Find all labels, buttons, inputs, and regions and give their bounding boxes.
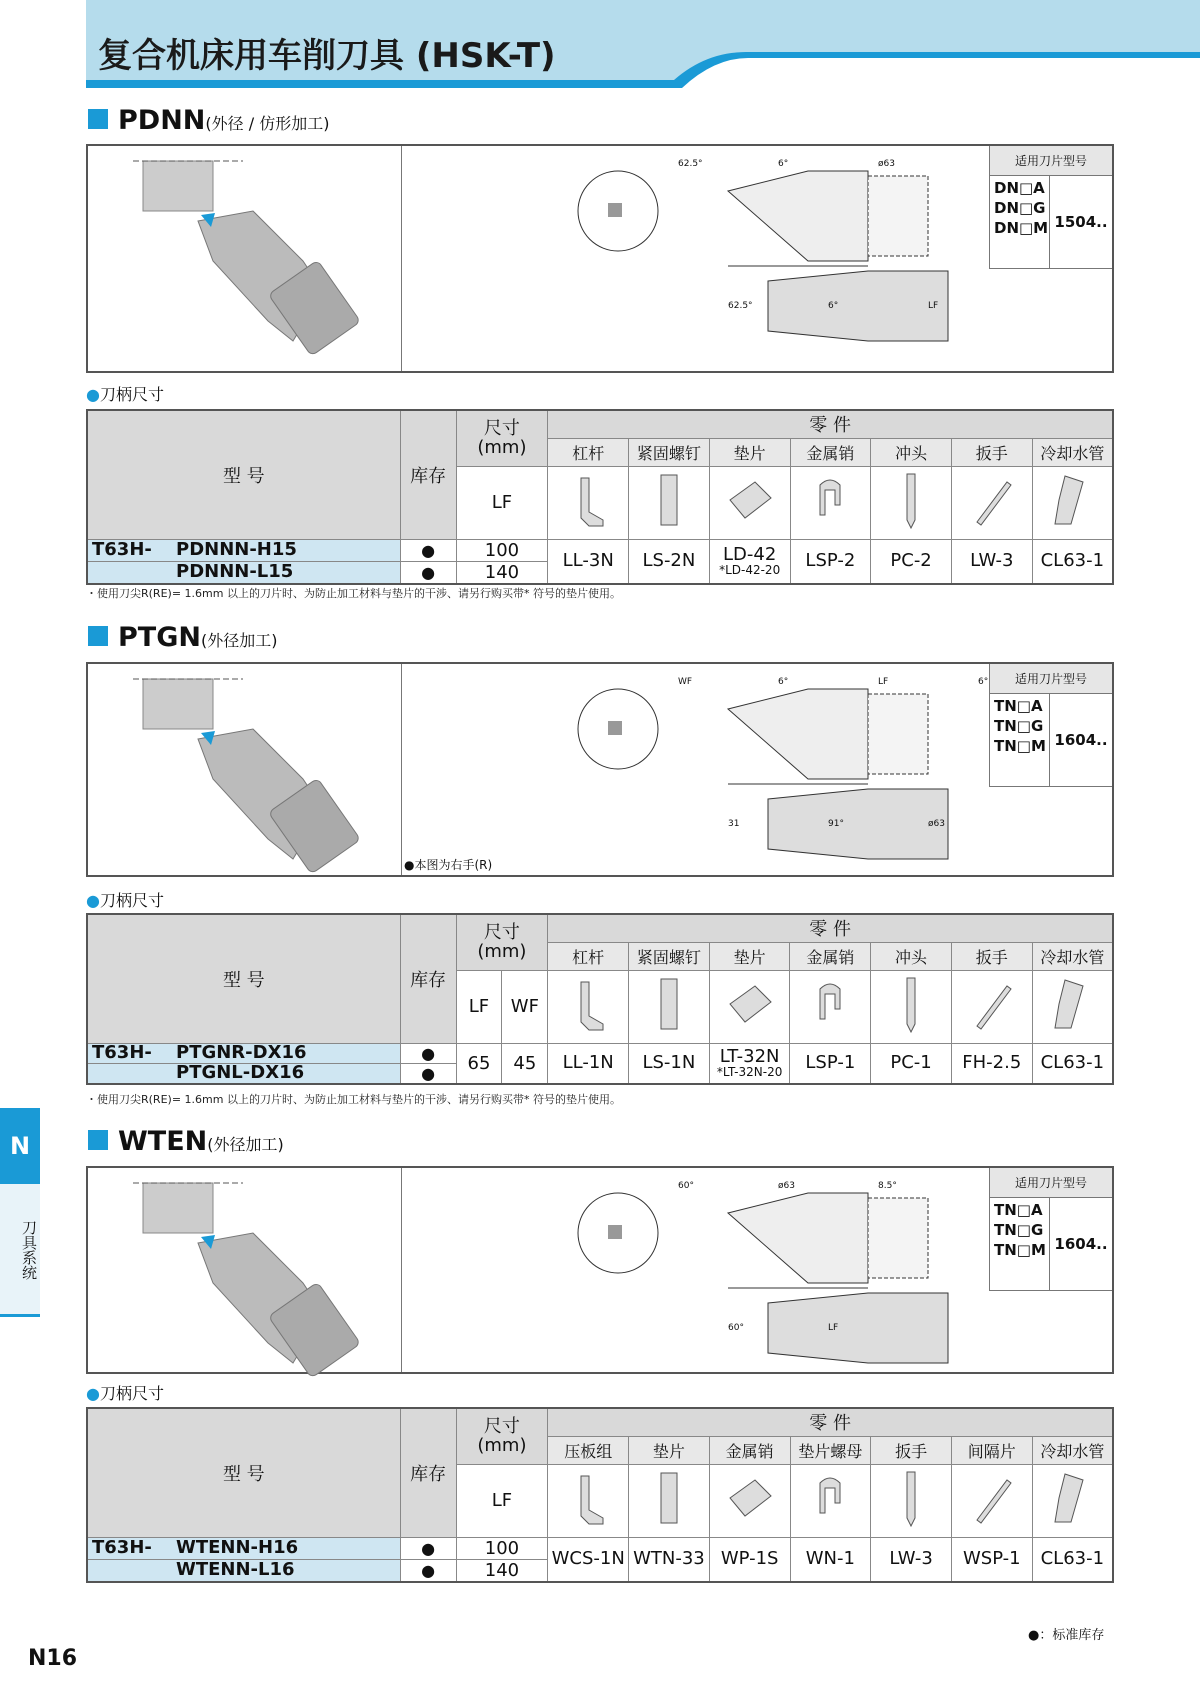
- circle-bullet-icon: ●: [86, 385, 100, 404]
- part-image: [951, 970, 1032, 1043]
- part-image: [629, 970, 710, 1043]
- part-number: [790, 539, 871, 584]
- part-number-text: WP-1S: [720, 1548, 779, 1569]
- part-name: 金属销: [709, 1436, 790, 1464]
- part-name: 金属销: [790, 438, 871, 466]
- insert-series: 1604..: [1054, 1235, 1108, 1253]
- part-image: [629, 1464, 710, 1537]
- table-row: [87, 1537, 1113, 1559]
- part-number-text: LS-1N: [642, 1052, 696, 1073]
- model-header: 型 号: [87, 410, 400, 539]
- dimension-label: 62.5°: [678, 159, 703, 169]
- drawing-labels: [568, 151, 988, 351]
- part-image: [548, 1464, 629, 1537]
- part-image: [629, 466, 710, 539]
- applicable-insert-table: [989, 146, 1112, 269]
- parts-header: 零 件: [548, 410, 1113, 438]
- stock-indicator: ●: [400, 1063, 456, 1084]
- dimension-label: 60°: [728, 1323, 744, 1333]
- size-value: 65: [456, 1043, 502, 1084]
- model-header: 型 号: [87, 1408, 400, 1537]
- section-heading: [88, 105, 329, 136]
- model-cell: [87, 1043, 400, 1063]
- part-name: 间隔片: [951, 1436, 1032, 1464]
- part-number: [871, 1537, 952, 1582]
- insert-header: 适用刀片型号: [990, 146, 1112, 176]
- model-code: WTENN-H16: [176, 1537, 299, 1558]
- part-number-text: LSP-1: [805, 1052, 856, 1073]
- drawing-labels: [568, 669, 988, 869]
- size-header: 尺寸 (mm): [456, 914, 548, 970]
- model-code: PDNNN-H15: [176, 539, 297, 560]
- dimensions-label: [86, 1381, 164, 1404]
- model-cell: [87, 561, 400, 584]
- applicable-insert-table: [989, 664, 1112, 787]
- model-prefix: T63H-: [92, 1042, 152, 1063]
- dimension-label: 8.5°: [878, 1181, 897, 1191]
- section-heading: [88, 622, 277, 653]
- part-image: [709, 1464, 790, 1537]
- model-code: PTGNL-DX16: [176, 1062, 305, 1083]
- insert-series: 1504..: [1054, 213, 1108, 231]
- model-cell: [87, 1559, 400, 1582]
- diagram-box: [86, 1166, 1114, 1374]
- part-name: 垫片: [629, 1436, 710, 1464]
- holder-dimensions-table: [86, 913, 1114, 1085]
- divider: [401, 146, 402, 371]
- applicable-insert-table: [989, 1168, 1112, 1291]
- part-number: [871, 1043, 952, 1084]
- section-subtitle: (外径加工): [200, 631, 278, 650]
- model-code: PDNNN-L15: [176, 561, 294, 582]
- insert-header: 适用刀片型号: [990, 664, 1112, 694]
- page-number: N16: [28, 1646, 78, 1671]
- divider: [401, 1168, 402, 1372]
- part-number-text: CL63-1: [1040, 1052, 1105, 1073]
- model-cell: [87, 539, 400, 561]
- part-number-text: WCS-1N: [551, 1548, 625, 1569]
- lf-value: 100: [456, 539, 548, 561]
- section-code: PDNN: [118, 105, 206, 136]
- part-number: [709, 539, 790, 584]
- part-name: 垫片: [709, 438, 790, 466]
- size-column-header: LF: [456, 1464, 548, 1537]
- size-column-header: WF: [502, 970, 548, 1043]
- tool-illustration: [93, 151, 393, 365]
- part-number-text: LT-32N: [719, 1046, 780, 1067]
- dimension-label: LF: [928, 301, 939, 311]
- alt-part-number: *LT-32N-20: [716, 1065, 783, 1079]
- part-image: [790, 970, 871, 1043]
- part-number: [1032, 539, 1113, 584]
- part-number-text: WSP-1: [962, 1548, 1021, 1569]
- part-image: [951, 1464, 1032, 1537]
- dimension-label: 6°: [778, 159, 789, 169]
- dimensions-label-text: 刀柄尺寸: [99, 385, 164, 404]
- dimension-label: LF: [878, 677, 889, 687]
- part-image: [790, 1464, 871, 1537]
- side-tab-letter[interactable]: N: [0, 1108, 40, 1184]
- model-cell: [87, 1063, 400, 1084]
- dimension-label: WF: [678, 677, 693, 687]
- insert-header: 适用刀片型号: [990, 1168, 1112, 1198]
- square-bullet-icon: [88, 626, 108, 646]
- part-number: [1032, 1043, 1113, 1084]
- dimensions-label-text: 刀柄尺寸: [99, 1384, 164, 1403]
- part-number-text: CL63-1: [1040, 550, 1105, 571]
- dimension-label: ø63: [778, 1181, 795, 1191]
- insert-code: DN□M: [994, 219, 1049, 237]
- hand-note: ●本图为右手(R): [404, 858, 493, 872]
- model-cell: [87, 1537, 400, 1559]
- insert-code: TN□A: [994, 697, 1043, 715]
- part-name: 扳手: [871, 1436, 952, 1464]
- table-row: [87, 1043, 1113, 1063]
- dimension-label: ø63: [928, 819, 945, 829]
- part-number-text: LL-1N: [562, 1052, 614, 1073]
- section-code: WTEN: [118, 1126, 208, 1157]
- holder-dimensions-table: [86, 409, 1114, 585]
- part-number-text: CL63-1: [1040, 1548, 1105, 1569]
- part-number-text: LS-2N: [642, 550, 696, 571]
- part-number: [790, 1537, 871, 1582]
- lf-value: 100: [456, 1537, 548, 1559]
- part-number-text: LW-3: [889, 1548, 933, 1569]
- insert-series: 1604..: [1054, 731, 1108, 749]
- part-number: [951, 539, 1032, 584]
- dimension-label: 31: [728, 819, 740, 829]
- part-name: 垫片螺母: [790, 1436, 871, 1464]
- model-code: PTGNR-DX16: [176, 1042, 307, 1063]
- part-number: [951, 1537, 1032, 1582]
- part-name: 紧固螺钉: [629, 942, 710, 970]
- part-name: 杠杆: [548, 942, 629, 970]
- square-bullet-icon: [88, 109, 108, 129]
- part-name: 杠杆: [548, 438, 629, 466]
- part-name: 扳手: [951, 942, 1032, 970]
- part-image: [548, 466, 629, 539]
- size-header: 尺寸 (mm): [456, 1408, 548, 1464]
- part-image: [871, 466, 952, 539]
- section-heading: [88, 1126, 284, 1157]
- part-image: [790, 466, 871, 539]
- drawing-labels: [568, 1173, 988, 1373]
- circle-bullet-icon: ●: [86, 891, 100, 910]
- insert-code: TN□A: [994, 1201, 1043, 1219]
- model-code: WTENN-L16: [176, 1559, 295, 1580]
- stock-indicator: ●: [400, 561, 456, 584]
- part-image: [951, 466, 1032, 539]
- stock-indicator: ●: [400, 1537, 456, 1559]
- divider: [401, 664, 402, 875]
- part-image: [709, 970, 790, 1043]
- part-name: 冷却水管: [1032, 1436, 1113, 1464]
- stock-indicator: ●: [400, 539, 456, 561]
- stock-legend: ●：标准库存: [1028, 1628, 1105, 1643]
- part-number: [548, 1537, 629, 1582]
- stock-header: 库存: [400, 1408, 456, 1537]
- dimension-label: 60°: [678, 1181, 694, 1191]
- size-header: 尺寸 (mm): [456, 410, 548, 466]
- part-name: 金属销: [790, 942, 871, 970]
- part-number: [709, 1537, 790, 1582]
- part-number-text: PC-2: [890, 550, 932, 571]
- insert-code: TN□G: [994, 1221, 1044, 1239]
- insert-code: TN□M: [994, 737, 1046, 755]
- dimension-label: 6°: [978, 677, 989, 687]
- part-number: [548, 1043, 629, 1084]
- part-image: [709, 466, 790, 539]
- holder-dimensions-table: [86, 1407, 1114, 1583]
- part-number-text: WN-1: [805, 1548, 855, 1569]
- part-number: [871, 539, 952, 584]
- lf-value: 140: [456, 1559, 548, 1582]
- part-number: [629, 1537, 710, 1582]
- side-tab-label: 刀具系统: [0, 1184, 40, 1317]
- footnote: ・使用刀尖R(RE)= 1.6mm 以上的刀片时、为防止加工材料与垫片的干涉、请另行购买带* 符号的垫片使用。: [86, 587, 621, 600]
- part-name: 压板组: [548, 1436, 629, 1464]
- dimension-label: LF: [828, 1323, 839, 1333]
- section-subtitle: (外径加工): [207, 1135, 284, 1154]
- dimension-label: 62.5°: [728, 301, 753, 311]
- part-name: 扳手: [951, 438, 1032, 466]
- table-row: [87, 539, 1113, 561]
- part-number: [709, 1043, 790, 1084]
- part-name: 冲头: [871, 942, 952, 970]
- part-name: 紧固螺钉: [629, 438, 710, 466]
- part-number: [629, 1043, 710, 1084]
- dimensions-label: [86, 888, 164, 911]
- section-subtitle: (外径 / 仿形加工): [205, 114, 330, 133]
- model-prefix: T63H-: [92, 539, 152, 560]
- part-number-text: LSP-2: [805, 550, 856, 571]
- part-image: [1032, 1464, 1113, 1537]
- dimension-label: ø63: [878, 159, 895, 169]
- stock-indicator: ●: [400, 1559, 456, 1582]
- dimensions-label: [86, 382, 164, 405]
- model-prefix: T63H-: [92, 1537, 152, 1558]
- part-number: [951, 1043, 1032, 1084]
- part-number: [1032, 1537, 1113, 1582]
- insert-code: TN□G: [994, 717, 1044, 735]
- insert-code: DN□A: [994, 179, 1045, 197]
- diagram-box: [86, 662, 1114, 877]
- size-column-header: LF: [456, 970, 502, 1043]
- part-number-text: LD-42: [722, 544, 777, 565]
- part-number-text: FH-2.5: [962, 1052, 1022, 1073]
- part-number: [790, 1043, 871, 1084]
- insert-code: TN□M: [994, 1241, 1046, 1259]
- stock-header: 库存: [400, 914, 456, 1043]
- dimension-label: 91°: [828, 819, 844, 829]
- tool-illustration: [93, 1173, 393, 1387]
- part-number-text: LL-3N: [562, 550, 614, 571]
- model-header: 型 号: [87, 914, 400, 1043]
- part-image: [871, 970, 952, 1043]
- part-number-text: PC-1: [890, 1052, 932, 1073]
- part-name: 冲头: [871, 438, 952, 466]
- dimension-label: 6°: [778, 677, 789, 687]
- part-image: [1032, 970, 1113, 1043]
- parts-header: 零 件: [548, 1408, 1113, 1436]
- part-image: [1032, 466, 1113, 539]
- parts-header: 零 件: [548, 914, 1113, 942]
- part-number: [548, 539, 629, 584]
- lf-value: 140: [456, 561, 548, 584]
- diagram-box: [86, 144, 1114, 373]
- part-image: [871, 1464, 952, 1537]
- part-name: 冷却水管: [1032, 438, 1113, 466]
- part-number: [629, 539, 710, 584]
- square-bullet-icon: [88, 1130, 108, 1150]
- alt-part-number: *LD-42-20: [719, 563, 781, 577]
- size-value: 45: [502, 1043, 548, 1084]
- dimension-label: 6°: [828, 301, 839, 311]
- circle-bullet-icon: ●: [86, 1384, 100, 1403]
- insert-code: DN□G: [994, 199, 1046, 217]
- dimensions-label-text: 刀柄尺寸: [99, 891, 164, 910]
- stock-indicator: ●: [400, 1043, 456, 1063]
- stock-header: 库存: [400, 410, 456, 539]
- part-name: 冷却水管: [1032, 942, 1113, 970]
- part-name: 垫片: [709, 942, 790, 970]
- footnote: ・使用刀尖R(RE)= 1.6mm 以上的刀片时、为防止加工材料与垫片的干涉、请另行购买带* 符号的垫片使用。: [86, 1093, 621, 1106]
- section-code: PTGN: [118, 622, 201, 653]
- part-number-text: WTN-33: [633, 1548, 705, 1569]
- tool-illustration: [93, 669, 393, 883]
- part-image: [548, 970, 629, 1043]
- size-column-header: LF: [456, 466, 548, 539]
- part-number-text: LW-3: [970, 550, 1014, 571]
- page-title: 复合机床用车削刀具 (HSK-T): [98, 36, 556, 76]
